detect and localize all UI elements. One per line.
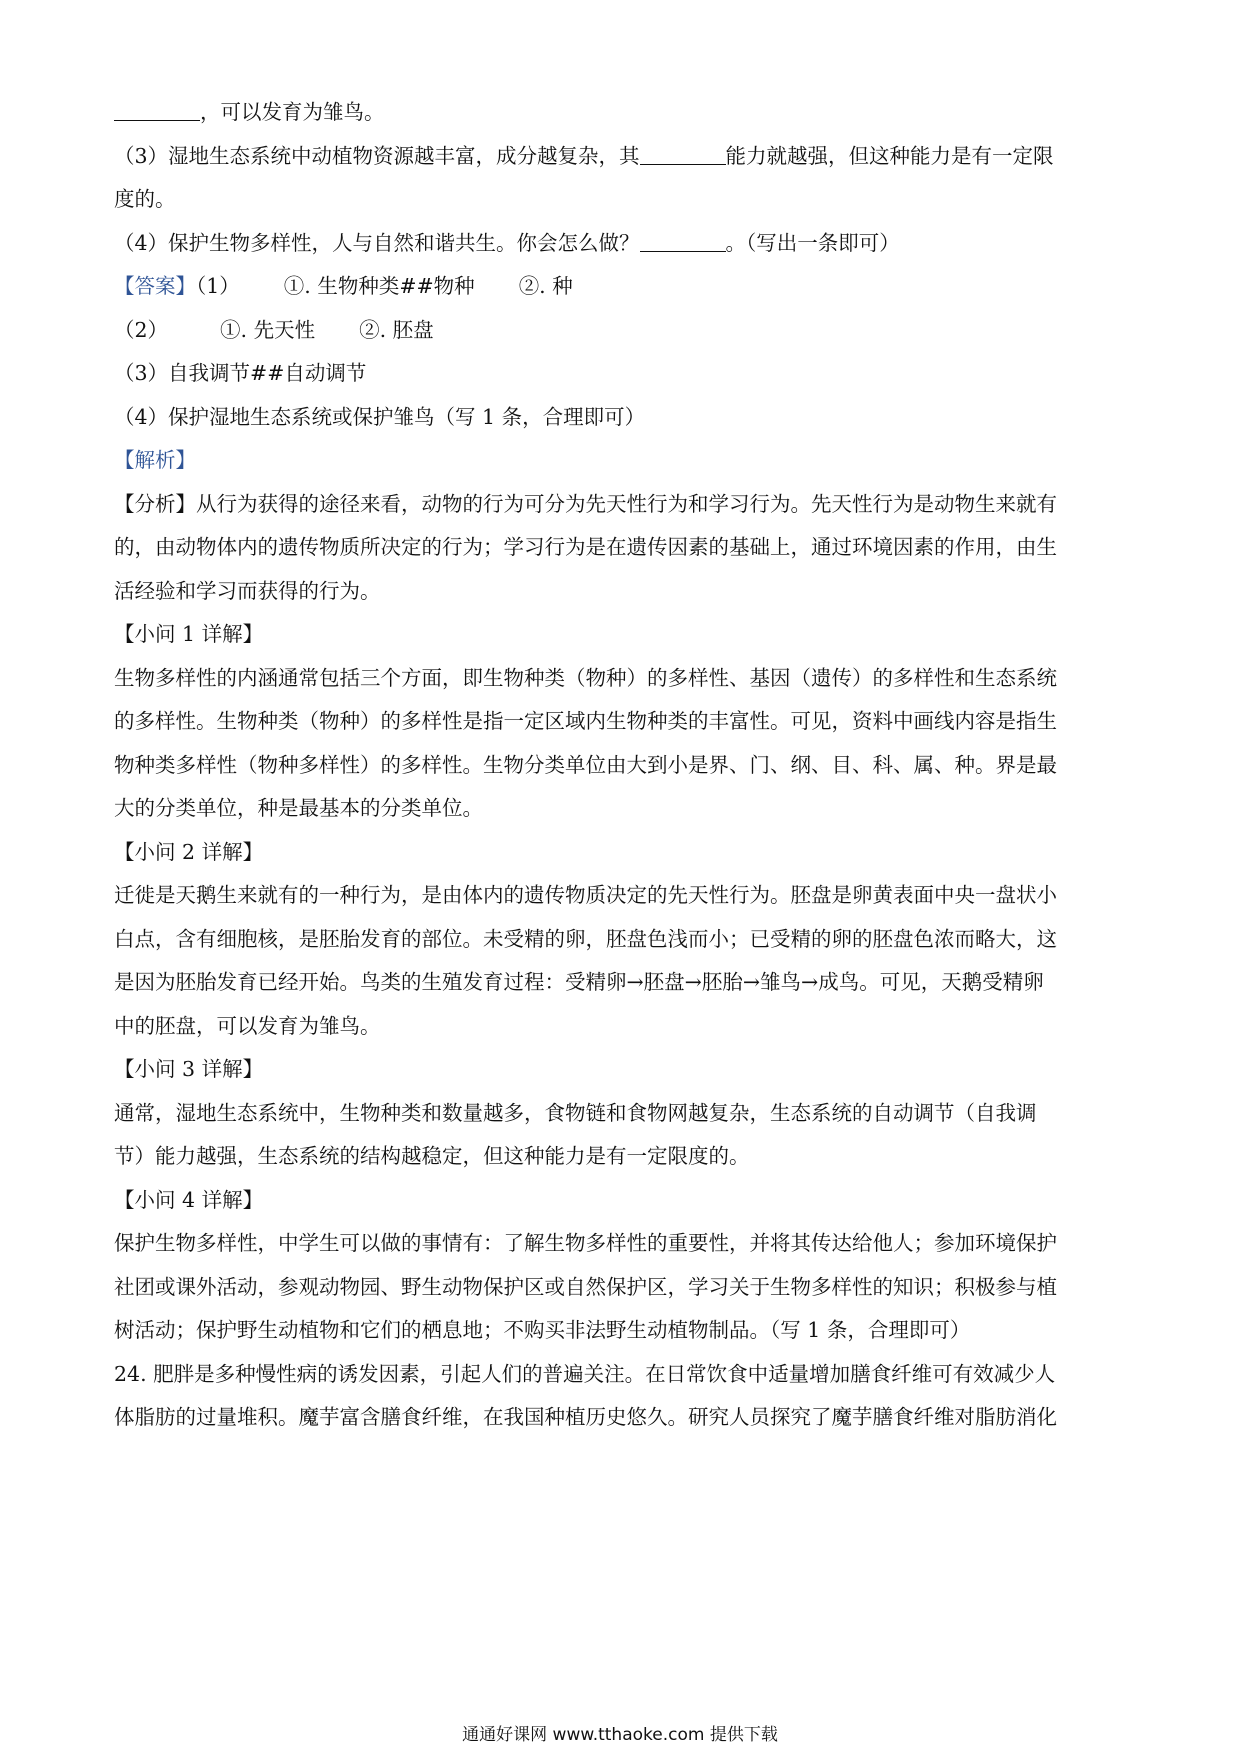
analysis-paragraph: 活经验和学习而获得的行为。 bbox=[114, 579, 381, 603]
question-3: （3）湿地生态系统中动植物资源越丰富，成分越复杂，其 能力就越强，但这种能力是有一定限 bbox=[114, 144, 1054, 168]
question-24: 体脂肪的过量堆积。魔芋富含膳食纤维，在我国种植历史悠久。研究人员探究了魔芋膳食纤维对脂肪消化 bbox=[114, 1405, 1057, 1429]
section-paragraph: 树活动；保护野生动植物和它们的栖息地；不购买非法野生动植物制品。（写 1 条，合理即可） bbox=[114, 1318, 971, 1342]
answer-line-2: （2） ①. 先天性 ②. 胚盘 bbox=[114, 318, 434, 342]
section-heading: 【小问 1 详解】 bbox=[114, 622, 264, 646]
section-heading: 【小问 3 详解】 bbox=[114, 1057, 264, 1081]
answer-line-4: （4）保护湿地生态系统或保护雏鸟（写 1 条，合理即可） bbox=[114, 405, 646, 429]
answer-line-3: （3）自我调节##自动调节 bbox=[114, 361, 367, 385]
section-heading: 【小问 4 详解】 bbox=[114, 1188, 264, 1212]
question-3-cont: 度的。 bbox=[114, 187, 176, 211]
analysis-paragraph: 的，由动物体内的遗传物质所决定的行为；学习行为是在遗传因素的基础上，通过环境因素的作用，由生 bbox=[114, 535, 1057, 559]
answer-blank[interactable] bbox=[114, 100, 200, 121]
answer-line-1: 【答案】（1） ①. 生物种类##物种 ②. 种 bbox=[114, 274, 573, 298]
answer-blank[interactable] bbox=[640, 231, 726, 252]
section-paragraph: 中的胚盘，可以发育为雏鸟。 bbox=[114, 1014, 381, 1038]
section-paragraph: 生物多样性的内涵通常包括三个方面，即生物种类（物种）的多样性、基因（遗传）的多样性和生态系统 bbox=[114, 666, 1057, 690]
section-paragraph: 大的分类单位，种是最基本的分类单位。 bbox=[114, 796, 483, 820]
question-4: （4）保护生物多样性，人与自然和谐共生。你会怎么做？ 。（写出一条即可） bbox=[114, 231, 900, 255]
section-paragraph: 保护生物多样性，中学生可以做的事情有：了解生物多样性的重要性，并将其传达给他人；参加环境保护 bbox=[114, 1231, 1057, 1255]
section-paragraph: 白点，含有细胞核，是胚胎发育的部位。未受精的卵，胚盘色浅而小；已受精的卵的胚盘色浓而略大，这 bbox=[114, 927, 1057, 951]
question-2-tail: ，可以发育为雏鸟。 bbox=[114, 97, 1134, 127]
footer-watermark: 通通好课网 www.tthaoke.com 提供下载 bbox=[462, 1725, 778, 1745]
answer-blank[interactable] bbox=[640, 144, 726, 165]
analysis-paragraph: 【分析】从行为获得的途径来看，动物的行为可分为先天性行为和学习行为。先天性行为是动物生来就有 bbox=[114, 492, 1057, 516]
section-paragraph: 是因为胚胎发育已经开始。鸟类的生殖发育过程：受精卵→胚盘→胚胎→雏鸟→成鸟。可见，天鹅受精卵 bbox=[114, 970, 1044, 994]
section-paragraph: 通常，湿地生态系统中，生物种类和数量越多，食物链和食物网越复杂，生态系统的自动调节（自我调 bbox=[114, 1101, 1037, 1125]
question-24: 24. 肥胖是多种慢性病的诱发因素，引起人们的普遍关注。在日常饮食中适量增加膳食纤维可有效减少人 bbox=[114, 1362, 1056, 1386]
section-paragraph: 迁徙是天鹅生来就有的一种行为，是由体内的遗传物质决定的先天性行为。胚盘是卵黄表面中央一盘状小 bbox=[114, 883, 1057, 907]
section-heading: 【小问 2 详解】 bbox=[114, 840, 264, 864]
section-paragraph: 节）能力越强，生态系统的结构越稳定，但这种能力是有一定限度的。 bbox=[114, 1144, 750, 1168]
analysis-label: 【解析】 bbox=[114, 448, 196, 472]
answer-label: 【答案】 bbox=[114, 274, 196, 298]
section-paragraph: 社团或课外活动，参观动物园、野生动物保护区或自然保护区，学习关于生物多样性的知识；积极参与植 bbox=[114, 1275, 1057, 1299]
section-paragraph: 物种类多样性（物种多样性）的多样性。生物分类单位由大到小是界、门、纲、目、科、属、种。界是最 bbox=[114, 753, 1057, 777]
section-paragraph: 的多样性。生物种类（物种）的多样性是指一定区域内生物种类的丰富性。可见，资料中画线内容是指生 bbox=[114, 709, 1057, 733]
